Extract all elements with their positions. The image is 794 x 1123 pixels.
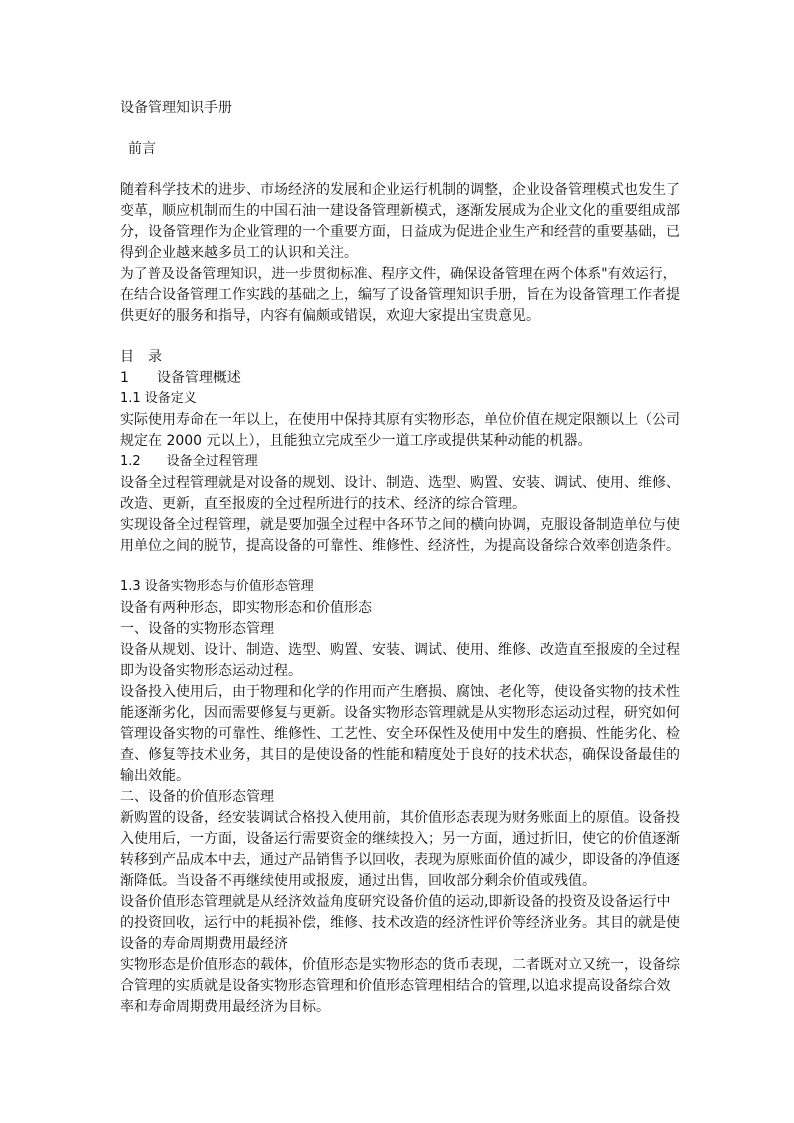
toc-heading: 目 录 [120, 349, 162, 365]
body-line: 即为设备实物形态运动过程。 [120, 663, 302, 679]
preface-line: 在结合设备管理工作实践的基础之上，编写了设备管理知识手册，旨在为设备管理工作者提 [120, 287, 680, 303]
preface-line: 分，设备管理作为企业管理的一个重要方面，日益成为促进企业生产和经营的重要基础，已 [120, 224, 680, 240]
section-heading: 1 设备管理概述 [120, 370, 241, 386]
subsection-heading: 1.2 设备全过程管理 [120, 454, 258, 469]
body-line: 率和寿命周期费用最经济为目标。 [120, 999, 330, 1015]
body-line: 实际使用寿命在一年以上，在使用中保持其原有实物形态，单位价值在规定限额以上（公司 [120, 412, 680, 428]
body-line: 新购置的设备，经安装调试合格投入使用前，其价值形态表现为财务账面上的原值。设备投 [120, 810, 680, 826]
body-line: 设备有两种形态，即实物形态和价值形态 [120, 600, 372, 616]
body-line: 设备从规划、设计、制造、选型、购置、安装、调试、使用、维修、改造直至报废的全过程 [120, 642, 680, 658]
body-line: 设备的寿命周期费用最经济 [120, 936, 288, 952]
body-line: 实物形态是价值形态的载体，价值形态是实物形态的货币表现，二者既对立又统一，设备综 [120, 957, 680, 973]
preface-line: 为了普及设备管理知识，进一步贯彻标准、程序文件，确保设备管理在两个体系"有效运行， [120, 266, 677, 282]
body-line: 管理设备实物的可靠性、维修性、工艺性、安全环保性及使用中发生的磨损、性能劣化、检 [120, 726, 680, 742]
subsection-heading: 1.3 设备实物形态与价值形态管理 [120, 579, 314, 594]
body-line: 渐降低。当设备不再继续使用或报废，通过出售，回收部分剩余价值或残值。 [120, 873, 596, 889]
subsection-heading: 1.1 设备定义 [120, 391, 197, 406]
body-line: 查、修复等技术业务，其目的是使设备的性能和精度处于良好的技术状态，确保设备最佳的 [120, 747, 680, 763]
body-line: 规定在 2000 元以上），且能独立完成至少一道工序或提供某种动能的机器。 [120, 433, 592, 449]
body-line: 的投资回收，运行中的耗损补偿，维修、技术改造的经济性评价等经济业务。其目的就是使 [120, 915, 680, 931]
body-line: 用单位之间的脱节，提高设备的可靠性、维修性、经济性，为提高设备综合效率创造条件。 [120, 538, 680, 554]
body-line: 一、设备的实物形态管理 [120, 621, 274, 637]
body-line: 二、设备的价值形态管理 [120, 789, 274, 805]
body-line: 转移到产品成本中去，通过产品销售予以回收，表现为原账面价值的减少，即设备的净值逐 [120, 852, 680, 868]
body-line: 设备价值形态管理就是从经济效益角度研究设备价值的运动,即新设备的投资及设备运行中 [120, 894, 671, 910]
body-line: 设备全过程管理就是对设备的规划、设计、制造、选型、购置、安装、调试、使用、维修、 [120, 475, 680, 491]
preface-line: 随着科学技术的进步、市场经济的发展和企业运行机制的调整，企业设备管理模式也发生了 [120, 182, 680, 198]
body-line: 设备投入使用后，由于物理和化学的作用而产生磨损、腐蚀、老化等，使设备实物的技术性 [120, 684, 680, 700]
preface-heading: 前言 [128, 141, 156, 157]
body-line: 输出效能。 [120, 768, 190, 784]
body-line: 改造、更新，直至报废的全过程所进行的技术、经济的综合管理。 [120, 496, 526, 512]
body-line: 合管理的实质就是设备实物形态管理和价值形态管理相结合的管理,以追求提高设备综合效 [120, 978, 671, 994]
body-line: 能逐渐劣化，因而需要修复与更新。设备实物形态管理就是从实物形态运动过程，研究如何 [120, 705, 680, 721]
body-line: 入使用后，一方面，设备运行需要资金的继续投入；另一方面，通过折旧，使它的价值逐渐 [120, 831, 680, 847]
preface-line: 供更好的服务和指导，内容有偏颇或错误，欢迎大家提出宝贵意见。 [120, 308, 540, 324]
preface-line: 变革，顺应机制而生的中国石油一建设备管理新模式，逐渐发展成为企业文化的重要组成部 [120, 203, 680, 219]
body-line: 实现设备全过程管理，就是要加强全过程中各环节之间的横向协调，克服设备制造单位与使 [120, 517, 680, 533]
preface-line: 得到企业越来越多员工的认识和关注。 [120, 245, 358, 261]
document-title: 设备管理知识手册 [120, 100, 232, 116]
